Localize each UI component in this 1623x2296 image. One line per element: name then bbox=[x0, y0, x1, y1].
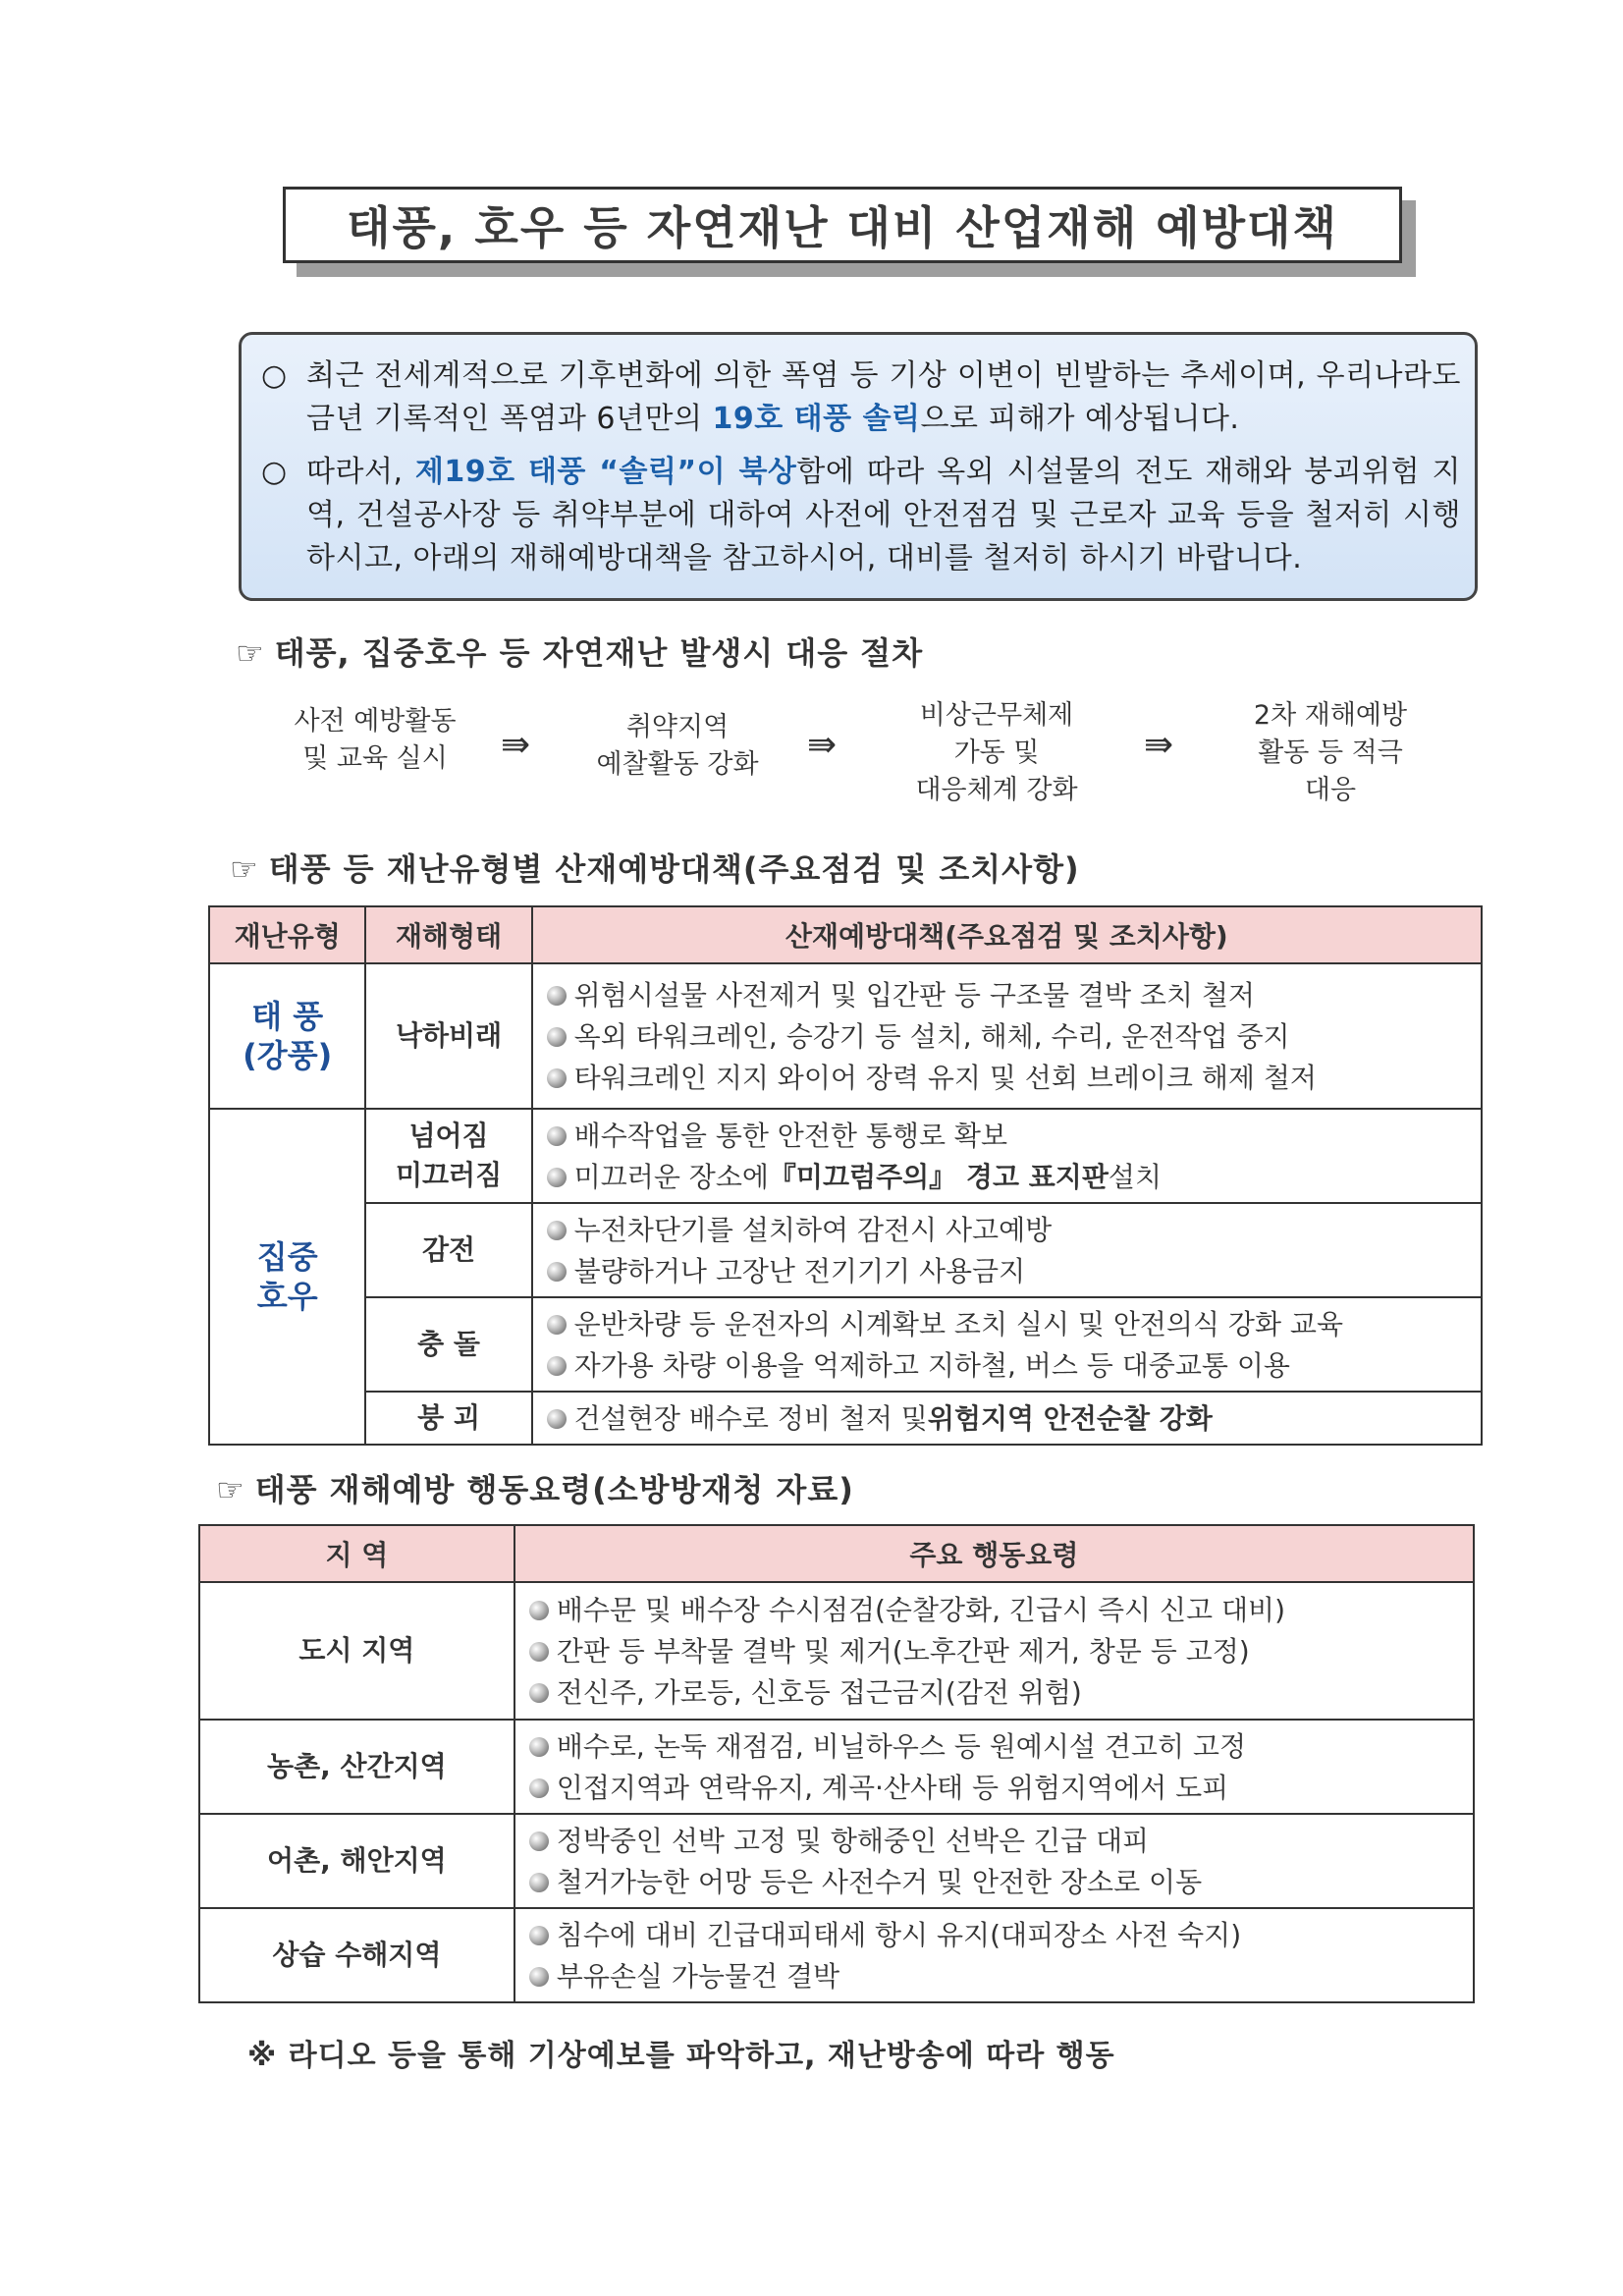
section-heading-procedure bbox=[236, 629, 923, 674]
measures-cell bbox=[532, 1392, 1482, 1445]
header-actions: 주요 행동요령 bbox=[514, 1525, 1474, 1582]
sphere-bullet-icon bbox=[529, 1926, 549, 1945]
item-text: 옥외 타워크레인, 승강기 등 설치, 해체, 수리, 운전작업 중지 bbox=[573, 1020, 1290, 1053]
sphere-bullet-icon bbox=[547, 1168, 567, 1187]
list-item bbox=[529, 1915, 1463, 1956]
sphere-bullet-icon bbox=[529, 1601, 549, 1620]
list-item bbox=[547, 1398, 1471, 1440]
type-line: (강풍) bbox=[243, 1037, 333, 1074]
type-line: 태 풍 bbox=[251, 998, 324, 1035]
sphere-bullet-icon bbox=[547, 1068, 567, 1088]
flow-step-line: 가동 및 bbox=[953, 738, 1040, 768]
section-title: 태풍, 집중호우 등 자연재난 발생시 대응 절차 bbox=[274, 634, 924, 672]
type-line: 호우 bbox=[256, 1278, 318, 1315]
flow-step-1 bbox=[257, 703, 493, 778]
list-item bbox=[547, 1016, 1471, 1058]
damage-form: 낙하비래 bbox=[365, 963, 531, 1109]
header-damage-form: 재해형태 bbox=[365, 906, 531, 963]
header-region: 지 역 bbox=[199, 1525, 514, 1582]
pointing-hand-icon: ☞ bbox=[216, 1471, 245, 1508]
list-item bbox=[529, 1821, 1463, 1862]
sphere-bullet-icon bbox=[547, 1409, 567, 1429]
item-text: 위험시설물 사전제거 및 입간판 등 구조물 결박 조치 철저 bbox=[573, 979, 1255, 1011]
section-title: 태풍 등 재난유형별 산재예방대책(주요점검 및 조치사항) bbox=[268, 850, 1080, 888]
item-text: 누전차단기를 설치하여 감전시 사고예방 bbox=[573, 1214, 1053, 1246]
flow-step-line: 대응체계 강화 bbox=[915, 775, 1078, 805]
list-item bbox=[529, 1956, 1463, 1997]
list-item bbox=[547, 1157, 1471, 1198]
footnote: ※ 라디오 등을 통해 기상예보를 파악하고, 재난방송에 따라 행동 bbox=[247, 2039, 1115, 2073]
flow-step-line: 대응 bbox=[1304, 775, 1357, 805]
action-guide-table bbox=[198, 1524, 1475, 2003]
flow-step-2 bbox=[560, 709, 795, 784]
flow-step-line: 및 교육 실시 bbox=[302, 743, 448, 774]
measures-cell bbox=[532, 963, 1482, 1109]
list-item bbox=[547, 1210, 1471, 1251]
intro-paragraph-1 bbox=[255, 355, 1461, 441]
intro-text: 으로 피해가 예상됩니다. bbox=[920, 402, 1240, 436]
intro-text: 최근 전세계적으로 기후변화에 의한 폭염 등 기상 이변이 빈발하는 추세이며, 우리나라도 금년 기록적인 폭염과 6년만의 bbox=[306, 358, 1461, 436]
item-text: 간판 등 부착물 결박 및 제거(노후간판 제거, 창문 등 고정) bbox=[556, 1635, 1250, 1667]
table-row bbox=[209, 1392, 1482, 1445]
sphere-bullet-icon bbox=[529, 1737, 549, 1757]
type-line: 집중 bbox=[256, 1238, 318, 1276]
pointing-hand-icon: ☞ bbox=[236, 634, 265, 672]
item-text: 타워크레인 지지 와이어 장력 유지 및 선회 브레이크 해제 철저 bbox=[573, 1062, 1317, 1094]
section-title: 태풍 재해예방 행동요령(소방방재청 자료) bbox=[254, 1471, 854, 1508]
flow-step-3 bbox=[874, 697, 1119, 809]
circle-bullet-icon: ○ bbox=[261, 455, 288, 489]
list-item bbox=[529, 1631, 1463, 1672]
measures-cell bbox=[532, 1109, 1482, 1203]
flow-step-line: 사전 예방활동 bbox=[294, 706, 457, 737]
table-row bbox=[199, 1582, 1474, 1720]
list-item bbox=[547, 1304, 1471, 1345]
circle-bullet-icon: ○ bbox=[261, 358, 288, 393]
intro-highlight: 제19호 태풍 “솔릭”이 북상 bbox=[414, 455, 797, 489]
table-row bbox=[199, 1908, 1474, 2002]
table-row bbox=[209, 963, 1482, 1109]
list-item bbox=[529, 1726, 1463, 1768]
item-text: 배수문 및 배수장 수시점검(순찰강화, 긴급시 즉시 신고 대비) bbox=[556, 1594, 1285, 1626]
actions-cell bbox=[514, 1908, 1474, 2002]
damage-form: 감전 bbox=[365, 1203, 531, 1297]
flow-step-line: 2차 재해예방 bbox=[1253, 700, 1408, 731]
item-text-bold: 위험지역 안전순찰 강화 bbox=[927, 1402, 1213, 1435]
damage-form: 충 돌 bbox=[365, 1297, 531, 1392]
disaster-type-typhoon bbox=[209, 963, 365, 1109]
sphere-bullet-icon bbox=[547, 1126, 567, 1146]
item-text: 철거가능한 어망 등은 사전수거 및 안전한 장소로 이동 bbox=[556, 1866, 1203, 1898]
region-cell: 도시 지역 bbox=[199, 1582, 514, 1720]
flow-step-line: 비상근무체제 bbox=[919, 700, 1074, 731]
flow-step-4 bbox=[1208, 697, 1453, 809]
double-arrow-icon: ⇛ bbox=[807, 725, 838, 765]
item-text-bold: 『미끄럼주의』 경고 표지판 bbox=[768, 1161, 1109, 1193]
flow-step-line: 취약지역 bbox=[625, 712, 730, 742]
region-cell: 어촌, 해안지역 bbox=[199, 1814, 514, 1908]
list-item bbox=[547, 1058, 1471, 1099]
list-item bbox=[547, 1116, 1471, 1157]
item-text: 전신주, 가로등, 신호등 접근금지(감전 위험) bbox=[556, 1676, 1082, 1709]
item-text: 정박중인 선박 고정 및 항해중인 선박은 긴급 대피 bbox=[556, 1825, 1150, 1857]
actions-cell bbox=[514, 1582, 1474, 1720]
sphere-bullet-icon bbox=[547, 1262, 567, 1282]
table-row bbox=[209, 1203, 1482, 1297]
list-item bbox=[529, 1862, 1463, 1903]
table-row bbox=[199, 1814, 1474, 1908]
intro-text: 함에 따라 옥외 시설물의 전도 재해와 붕괴위험 지역, 건설공사장 등 취약부분에 대하여 사전에 안전점검 및 근로자 교육 등을 철저히 시행하시고, 아래의 재해예방대책을 참고하시어, 대비를 철저히 하시기 바랍니다. bbox=[306, 455, 1461, 575]
list-item bbox=[547, 975, 1471, 1016]
disaster-measures-table bbox=[208, 905, 1483, 1446]
double-arrow-icon: ⇛ bbox=[501, 725, 531, 765]
intro-highlight: 19호 태풍 솔릭 bbox=[712, 402, 921, 436]
intro-box bbox=[239, 332, 1478, 601]
actions-cell bbox=[514, 1720, 1474, 1814]
form-line: 넘어짐 bbox=[408, 1120, 489, 1152]
flow-step-line: 예찰활동 강화 bbox=[596, 749, 759, 780]
section-heading-action bbox=[216, 1465, 854, 1510]
item-text: 불량하거나 고장난 전기기기 사용금지 bbox=[573, 1255, 1026, 1287]
section-heading-measures bbox=[230, 845, 1080, 890]
list-item bbox=[547, 1251, 1471, 1292]
sphere-bullet-icon bbox=[529, 1831, 549, 1851]
sphere-bullet-icon bbox=[547, 1315, 567, 1335]
list-item bbox=[529, 1672, 1463, 1714]
sphere-bullet-icon bbox=[529, 1778, 549, 1798]
item-text: 침수에 대비 긴급대피태세 항시 유지(대피장소 사전 숙지) bbox=[556, 1919, 1242, 1951]
table-row bbox=[209, 1297, 1482, 1392]
double-arrow-icon: ⇛ bbox=[1144, 725, 1174, 765]
table-row bbox=[199, 1720, 1474, 1814]
sphere-bullet-icon bbox=[529, 1873, 549, 1892]
page-title: 태풍, 호우 등 자연재난 대비 산업재해 예방대책 bbox=[283, 187, 1402, 263]
disaster-type-heavy-rain bbox=[209, 1109, 365, 1445]
item-text: 부유손실 가능물건 결박 bbox=[556, 1960, 840, 1993]
table-header-row bbox=[199, 1525, 1474, 1582]
flow-step-line: 활동 등 적극 bbox=[1258, 738, 1403, 768]
header-disaster-type: 재난유형 bbox=[209, 906, 365, 963]
intro-paragraph-2 bbox=[255, 451, 1461, 580]
item-text: 미끄러운 장소에 bbox=[573, 1161, 769, 1193]
item-text: 설치 bbox=[1108, 1161, 1163, 1193]
list-item bbox=[529, 1768, 1463, 1809]
table-header-row bbox=[209, 906, 1482, 963]
sphere-bullet-icon bbox=[529, 1642, 549, 1662]
region-cell: 상습 수해지역 bbox=[199, 1908, 514, 2002]
actions-cell bbox=[514, 1814, 1474, 1908]
measures-cell bbox=[532, 1297, 1482, 1392]
damage-form bbox=[365, 1109, 531, 1203]
intro-text: 따라서, bbox=[306, 455, 415, 489]
region-cell: 농촌, 산간지역 bbox=[199, 1720, 514, 1814]
title-frame bbox=[283, 187, 1418, 277]
list-item bbox=[547, 1345, 1471, 1387]
sphere-bullet-icon bbox=[547, 1356, 567, 1376]
measures-cell bbox=[532, 1203, 1482, 1297]
header-measures: 산재예방대책(주요점검 및 조치사항) bbox=[532, 906, 1482, 963]
sphere-bullet-icon bbox=[547, 1027, 567, 1047]
sphere-bullet-icon bbox=[547, 1221, 567, 1240]
item-text: 건설현장 배수로 정비 철저 및 bbox=[573, 1402, 928, 1435]
form-line: 미끄러짐 bbox=[395, 1159, 503, 1191]
item-text: 인접지역과 연락유지, 계곡·산사태 등 위험지역에서 도피 bbox=[556, 1772, 1229, 1804]
sphere-bullet-icon bbox=[529, 1967, 549, 1987]
sphere-bullet-icon bbox=[547, 986, 567, 1006]
list-item bbox=[529, 1590, 1463, 1631]
sphere-bullet-icon bbox=[529, 1683, 549, 1703]
item-text: 운반차량 등 운전자의 시계확보 조치 실시 및 안전의식 강화 교육 bbox=[573, 1308, 1344, 1340]
table-row bbox=[209, 1109, 1482, 1203]
pointing-hand-icon: ☞ bbox=[230, 850, 259, 888]
item-text: 배수로, 논둑 재점검, 비닐하우스 등 원예시설 견고히 고정 bbox=[556, 1730, 1246, 1763]
item-text: 자가용 차량 이용을 억제하고 지하철, 버스 등 대중교통 이용 bbox=[573, 1349, 1290, 1382]
item-text: 배수작업을 통한 안전한 통행로 확보 bbox=[573, 1120, 1007, 1152]
damage-form: 붕 괴 bbox=[365, 1392, 531, 1445]
